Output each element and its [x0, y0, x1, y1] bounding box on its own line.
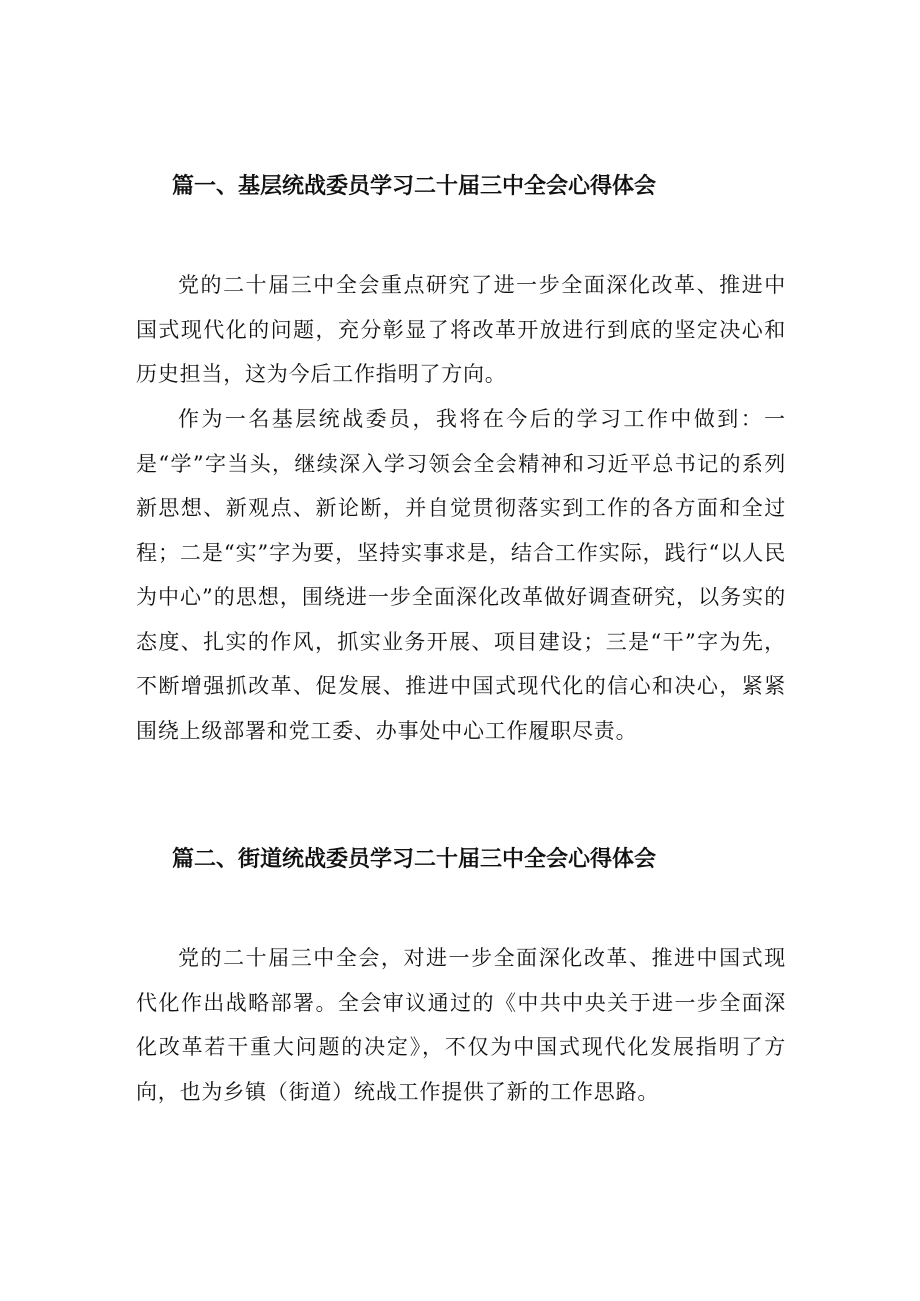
section-2-title: 篇二、街道统战委员学习二十届三中全会心得体会 [172, 847, 657, 872]
section-1-paragraph-2: 作为一名基层统战委员，我将在今后的学习工作中做到：一是“学”字当头，继续深入学习领会全会精神和习近平总书记的系列新思想、新观点、新论断，并自觉贯彻落实到工作的各方面和全过程；二是“实”字为要，坚持实事求是，结合工作实际，践行“以人民为中心”的思想，围绕进一步全面深化改革做好调查研究，以务实的态度、扎实的作风，抓实业务开展、项目建设；三是“干”字为先，不断增强抓改革、促发展、推进中国式现代化的信心和决心，紧紧围绕上级部署和党工委、办事处中心工作履职尽责。 [136, 407, 786, 743]
section-2-paragraph-1: 党的二十届三中全会，对进一步全面深化改革、推进中国式现代化作出战略部署。全会审议通过的《中共中央关于进一步全面深化改革若干重大问题的决定》，不仅为中国式现代化发展指明了方向，也为乡镇（街道）统战工作提供了新的工作思路。 [136, 946, 786, 1104]
section-1-paragraph-1: 党的二十届三中全会重点研究了进一步全面深化改革、推进中国式现代化的问题，充分彰显了将改革开放进行到底的坚定决心和历史担当，这为今后工作指明了方向。 [136, 273, 786, 386]
section-1-title: 篇一、基层统战委员学习二十届三中全会心得体会 [172, 174, 657, 199]
